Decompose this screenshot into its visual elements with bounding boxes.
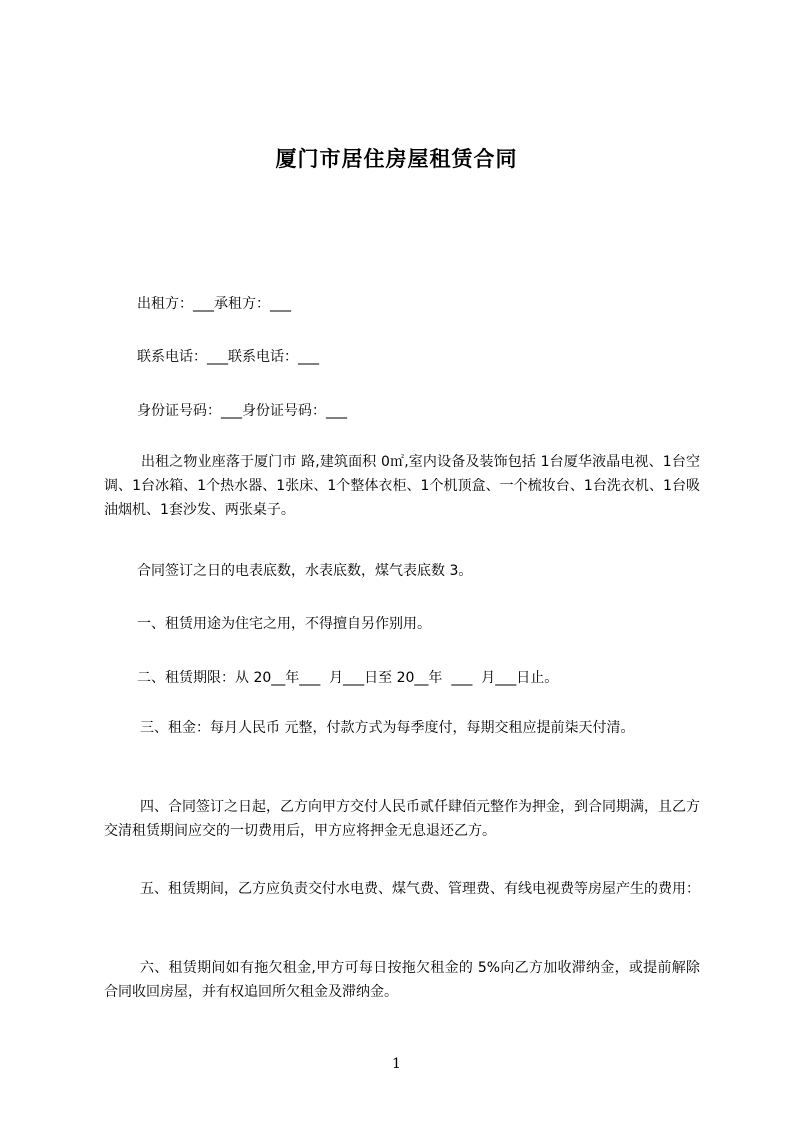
clause-5: 五、租赁期间，乙方应负责交付水电费、煤气费、管理费、有线电视费等房屋产生的费用： xyxy=(140,881,700,897)
ids-line: 身份证号码：___身份证号码：___ xyxy=(137,403,347,419)
document-title: 厦门市居住房屋租赁合同 xyxy=(275,147,518,171)
clause-3: 三、租金：每月人民币 元整，付款方式为每季度付，每期交租应提前柒天付清。 xyxy=(140,720,635,736)
page-number: 1 xyxy=(392,1056,401,1072)
clause-1: 一、租赁用途为住宅之用，不得擅自另作别用。 xyxy=(137,616,431,632)
property-paragraph: 出租之物业座落于厦门市 路,建筑面积 0㎡,室内设备及装饰包括 1台厦华液晶电视、1台空调、1台冰箱、1个热水器、1张床、1个整体衣柜、1个机顶盒、一个梳妆台、1台洗衣机、1台吸油烟机、1套沙发、两张桌子。 xyxy=(104,454,700,518)
meters-paragraph: 合同签订之日的电表底数，水表底数，煤气表底数 3。 xyxy=(137,563,473,579)
clause-2: 二、租赁期限：从 20__年___ 月___日至 20__年 ___ 月___日止。 xyxy=(137,670,559,686)
clause-6: 六、租赁期间如有拖欠租金,甲方可每日按拖欠租金的 5%向乙方加收滞纳金，或提前解除合同收回房屋，并有权追回所欠租金及滞纳金。 xyxy=(104,960,700,1000)
parties-line: 出租方：___承租方：___ xyxy=(137,296,291,312)
phones-line: 联系电话：___联系电话：___ xyxy=(137,349,319,365)
clause-4: 四、合同签订之日起，乙方向甲方交付人民币贰仟肆佰元整作为押金，到合同期满，且乙方交清租赁期间应交的一切费用后，甲方应将押金无息退还乙方。 xyxy=(104,799,700,839)
